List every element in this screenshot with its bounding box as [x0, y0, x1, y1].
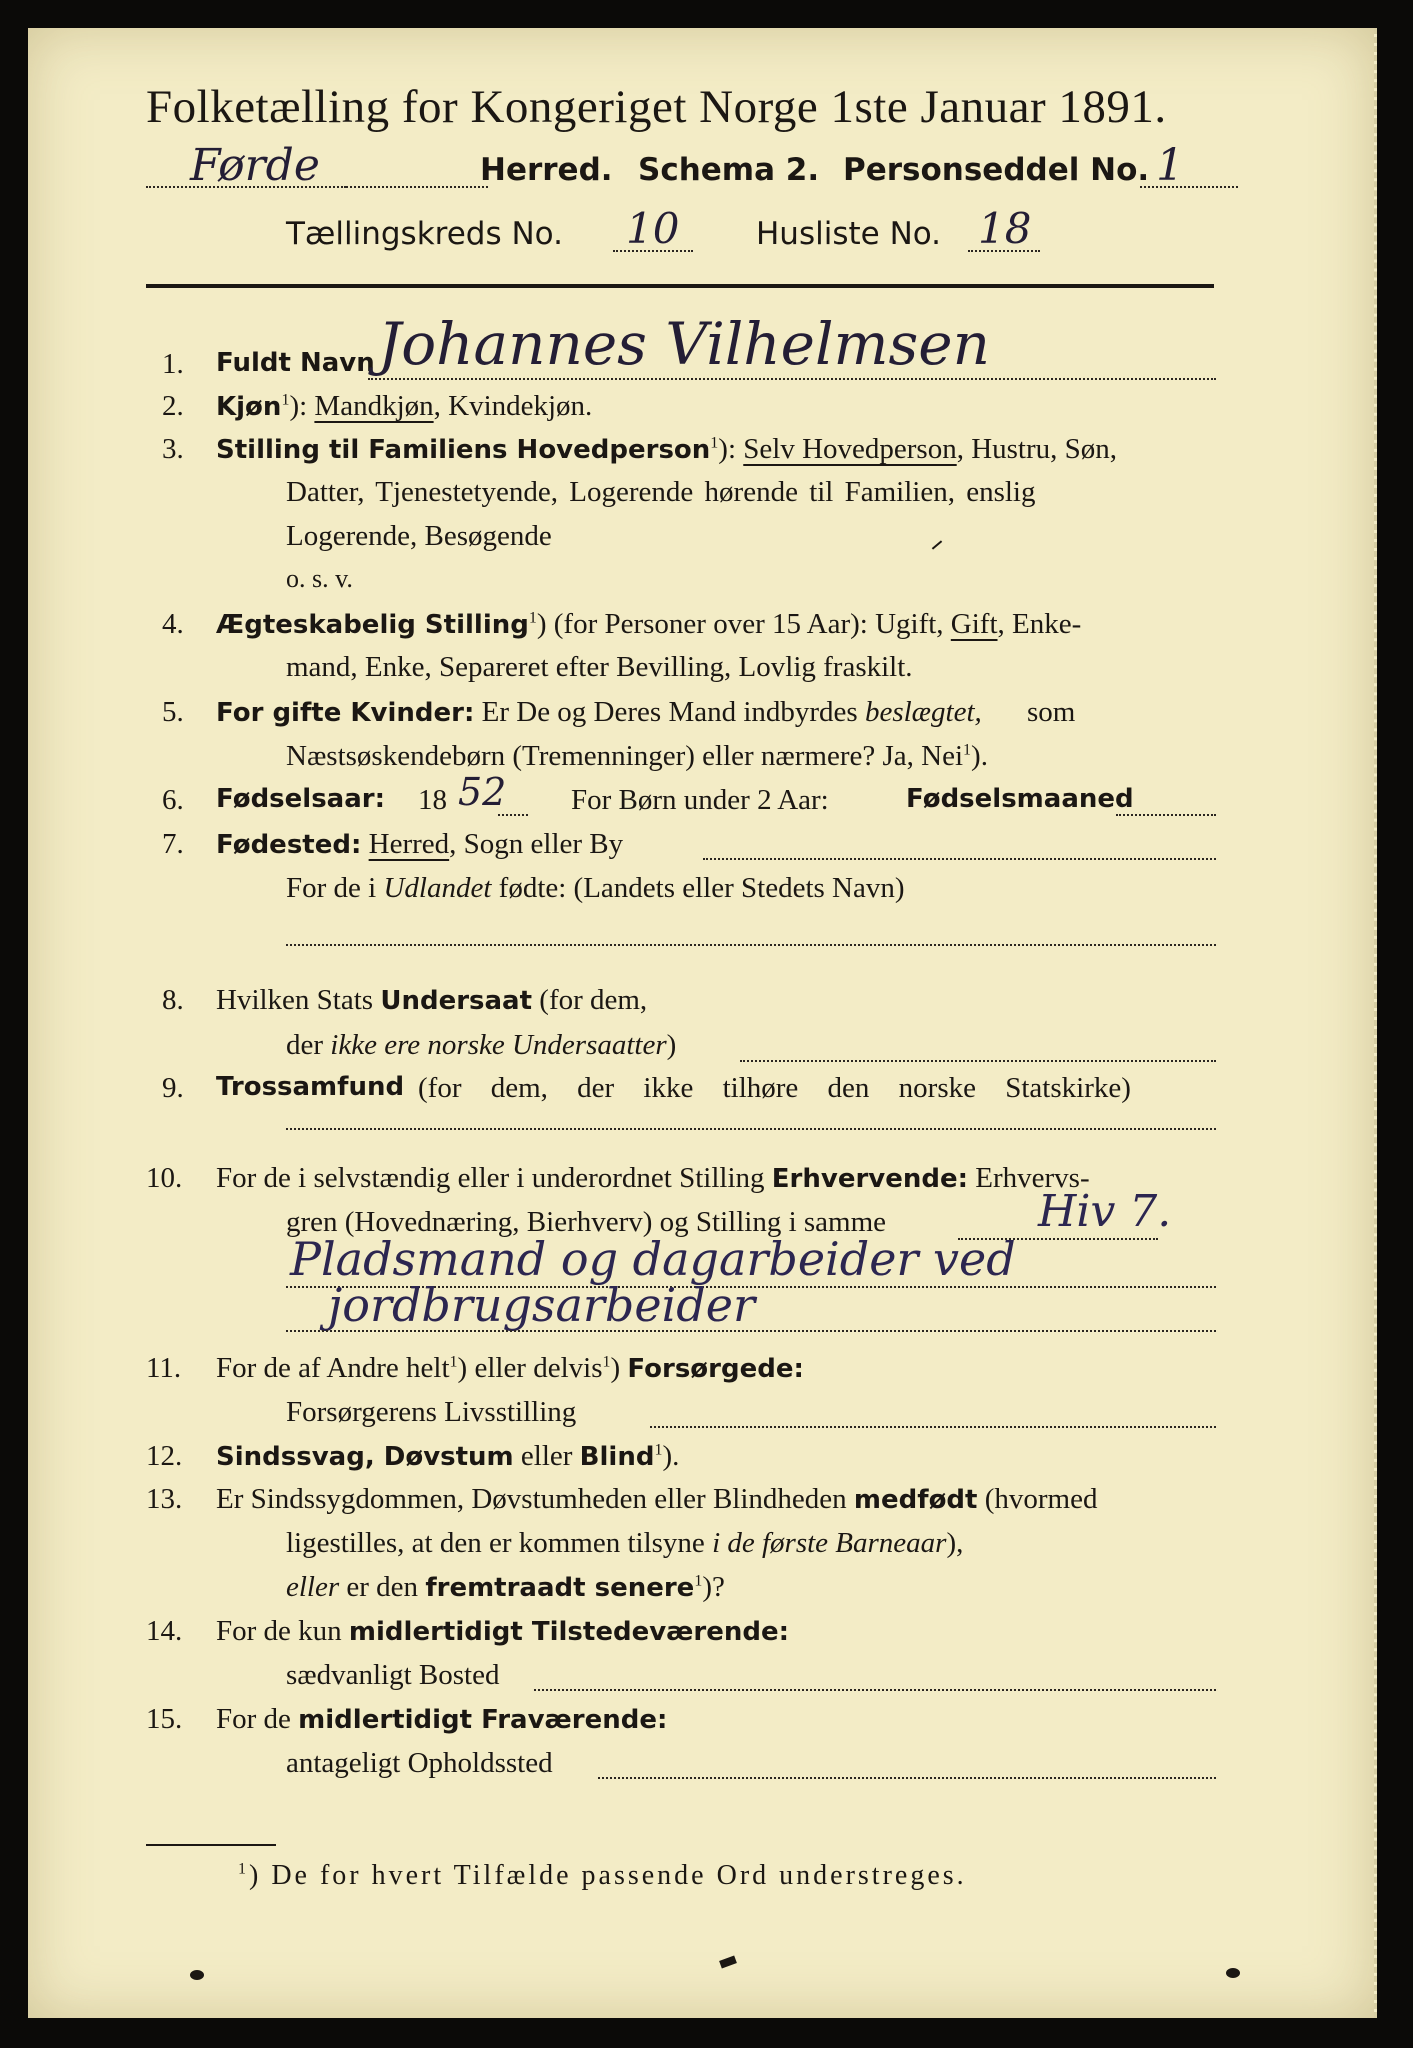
- q8-text1: Hvilken Stats: [216, 984, 374, 1016]
- q8-line2b: ): [666, 1029, 677, 1061]
- binding-mark-right: [1226, 1968, 1240, 1978]
- q13-line3a: er den: [346, 1571, 419, 1603]
- q14-dotline: [534, 1689, 1216, 1691]
- q13-number: 13.: [146, 1483, 183, 1515]
- q3-option-selv-hovedperson: Selv Hovedperson: [743, 433, 957, 465]
- q11-sup1: 1: [449, 1353, 458, 1371]
- q14-line2: sædvanligt Bosted: [286, 1659, 500, 1691]
- q6-text: For Børn under 2 Aar:: [571, 784, 829, 816]
- q2-number: 2.: [162, 390, 184, 422]
- q7-line2a: For de i: [286, 872, 377, 904]
- q8-text2: (for dem,: [539, 984, 648, 1016]
- herred-label: Herred.: [480, 152, 613, 188]
- q2-sep: ):: [289, 390, 308, 422]
- q7-rest: , Sogn eller By: [449, 828, 624, 860]
- q13-line2a: ligestilles, at den er kommen tilsyne: [286, 1527, 705, 1559]
- herred-value: Førde: [190, 140, 320, 191]
- q5-label: For gifte Kvinder:: [216, 698, 475, 728]
- q7-line2: [286, 872, 905, 905]
- q9-number: 9.: [162, 1072, 184, 1104]
- q13-line1: [216, 1483, 1097, 1516]
- q15-line2: antageligt Opholdssted: [286, 1747, 553, 1779]
- q11-number: 11.: [146, 1352, 182, 1384]
- q7-label: Fødested:: [216, 830, 362, 860]
- binding-mark-center: [719, 1956, 737, 1969]
- q12-label2: Blind: [579, 1442, 655, 1472]
- kreds-label: Tællingskreds No.: [286, 216, 563, 252]
- q10-answer2: Pladsmand og dagarbeider ved: [290, 1232, 1016, 1286]
- q10-line1: [216, 1162, 1090, 1195]
- q11-dotline: [650, 1426, 1216, 1428]
- q5-text2: som: [1027, 696, 1076, 728]
- q3-pen-mark: [932, 540, 942, 549]
- q13-line3end: )?: [702, 1571, 725, 1603]
- q5-end: ).: [971, 740, 988, 772]
- q15-label: midlertidigt Fraværende:: [298, 1705, 668, 1735]
- q4-text2: , Enke-: [997, 608, 1082, 640]
- q11-line1: [216, 1352, 804, 1385]
- q8-line1: [216, 984, 647, 1017]
- q6-year-value: 52: [458, 770, 507, 814]
- q7-line2em: Udlandet: [383, 872, 492, 904]
- personseddel-value: 1: [1156, 140, 1184, 191]
- q11-sup2: 1: [602, 1353, 611, 1371]
- q3-sep: ):: [718, 433, 737, 465]
- q7-dotline: [703, 858, 1216, 860]
- q7-dotline-2: [286, 944, 1216, 946]
- q6-label2: Fødselsmaaned: [906, 784, 1134, 814]
- q15-text: For de: [216, 1703, 291, 1735]
- personseddel-dotline: [1140, 186, 1238, 188]
- q10-dotline-3: [286, 1330, 1216, 1332]
- q10-number: 10.: [146, 1162, 183, 1194]
- q5-number: 5.: [162, 696, 184, 728]
- q2-option-mandkjon: Mandkjøn: [314, 390, 434, 422]
- q2-rest: , Kvindekjøn.: [433, 390, 593, 422]
- q9-label: Trossamfund: [216, 1072, 405, 1102]
- q10-text1: For de i selvstændig eller i underordnet Stilling: [216, 1162, 765, 1194]
- schema-label: Schema 2.: [638, 152, 820, 188]
- q11-line2: Forsørgerens Livsstilling: [286, 1396, 577, 1428]
- q13-text1: Er Sindssygdommen, Døvstumheden eller Blindheden: [216, 1483, 847, 1515]
- q8-line2em: ikke ere norske Undersaatter: [330, 1029, 667, 1061]
- q9-dotline: [286, 1128, 1216, 1130]
- q15-dotline: [598, 1777, 1216, 1779]
- q4-sup: 1: [528, 609, 537, 627]
- herred-dotline-2: [346, 186, 488, 188]
- q3-label: Stilling til Familiens Hovedperson: [216, 435, 711, 465]
- q10-answer1: Hiv 7.: [1038, 1186, 1172, 1237]
- q1-dotline: [368, 378, 1216, 380]
- q2-line: [216, 390, 592, 423]
- q10-text2: Erhvervs-: [975, 1162, 1090, 1194]
- q13-text2: (hvormed: [984, 1483, 1098, 1515]
- q14-label: midlertidigt Tilstedeværende:: [348, 1617, 790, 1647]
- footnote-sup: 1: [238, 1860, 249, 1878]
- q4-line1: [216, 608, 1081, 641]
- kreds-value: 10: [626, 204, 680, 253]
- q13-line2b: ),: [946, 1527, 964, 1559]
- q1-number: 1.: [162, 348, 184, 380]
- q8-label: Undersaat: [380, 986, 533, 1016]
- form-title: Folketælling for Kongeriget Norge 1ste Januar 1891.: [146, 81, 1167, 133]
- q13-line2: [286, 1527, 963, 1560]
- q3-number: 3.: [162, 433, 184, 465]
- q7-line1: [216, 828, 623, 861]
- q13-line3label: fremtraadt senere: [425, 1573, 695, 1603]
- q13-line3: [286, 1571, 725, 1604]
- q5-text1: Er De og Deres Mand indbyrdes: [481, 696, 858, 728]
- q12-line1: [216, 1440, 679, 1473]
- husliste-dotline: [968, 250, 1040, 252]
- q13-line2em: i de første Barneaar: [712, 1527, 947, 1559]
- q14-text: For de kun: [216, 1615, 342, 1647]
- header-rule: [146, 284, 1214, 288]
- q5-sup: 1: [963, 741, 972, 759]
- q14-number: 14.: [146, 1615, 183, 1647]
- q3-line1: [216, 433, 1117, 466]
- q4-label: Ægteskabelig Stilling: [216, 610, 529, 640]
- q3-sup: 1: [710, 434, 719, 452]
- q1-answer-name: Johannes Vilhelmsen: [378, 310, 990, 378]
- q7-line2b: fødte: (Landets eller Stedets Navn): [498, 872, 905, 904]
- q1-label: Fuldt Navn: [216, 348, 375, 378]
- q8-line2: [286, 1029, 676, 1062]
- q12-label: Sindssvag, Døvstum: [216, 1442, 514, 1472]
- q14-line1: [216, 1615, 789, 1648]
- footnote: [238, 1860, 967, 1892]
- q13-sup: 1: [694, 1572, 703, 1590]
- q8-dotline: [740, 1060, 1216, 1062]
- q13-line3em: eller: [286, 1571, 340, 1603]
- q11-text3: ): [610, 1352, 621, 1384]
- q8-number: 8.: [162, 984, 184, 1016]
- personseddel-label: Personseddel No.: [843, 152, 1150, 188]
- q15-number: 15.: [146, 1703, 183, 1735]
- q2-sup: 1: [281, 391, 290, 409]
- q4-option-gift: Gift: [950, 608, 998, 640]
- husliste-value: 18: [978, 204, 1032, 253]
- q6-dotline-2: [1116, 814, 1216, 816]
- binding-mark-left: [190, 1970, 204, 1980]
- q10-label: Erhvervende:: [771, 1164, 969, 1194]
- q7-number: 7.: [162, 828, 184, 860]
- q7-option-herred: Herred: [368, 828, 450, 860]
- q6-number: 6.: [162, 784, 184, 816]
- q9-text: (for dem, der ikke tilhøre den norske Statskirke): [418, 1072, 1131, 1104]
- q3-line4: o. s. v.: [286, 564, 353, 593]
- footnote-rule: [146, 1844, 276, 1846]
- q2-label: Kjøn: [216, 392, 282, 422]
- q5-line1: [216, 696, 1075, 729]
- q5-line2-text: Næstsøskendebørn (Tremenninger) eller nærmere? Ja, Nei: [286, 740, 964, 772]
- q3-line2: Datter, Tjenestetyende, Logerende hørende til Familien, enslig: [286, 476, 1036, 508]
- q3-line3: Logerende, Besøgende: [286, 520, 552, 552]
- q5-line2: [286, 740, 988, 773]
- q12-number: 12.: [146, 1440, 183, 1472]
- q8-line2a: der: [286, 1029, 324, 1061]
- q11-label: Forsørgede:: [627, 1354, 804, 1384]
- q15-line1: [216, 1703, 667, 1736]
- q5-em: beslægtet,: [864, 696, 982, 728]
- q11-text1: For de af Andre helt: [216, 1352, 450, 1384]
- q12-end: ).: [662, 1440, 680, 1472]
- q6-label: Fødselsaar:: [216, 784, 385, 814]
- q12-text: eller: [520, 1440, 573, 1472]
- q6-dotline: [498, 814, 528, 816]
- kreds-dotline: [613, 250, 693, 252]
- husliste-label: Husliste No.: [756, 216, 942, 252]
- q13-label: medfødt: [853, 1485, 978, 1515]
- q3-rest: , Hustru, Søn,: [956, 433, 1118, 465]
- q12-sup: 1: [654, 1441, 663, 1459]
- q6-prefix: 18: [418, 784, 447, 816]
- q4-number: 4.: [162, 608, 184, 640]
- q11-text2: ) eller delvis: [457, 1352, 603, 1384]
- q10-line2: gren (Hovednæring, Bierhverv) og Stilling i samme: [286, 1206, 887, 1238]
- footnote-text: ) De for hvert Tilfælde passende Ord understreges.: [249, 1860, 967, 1891]
- q4-text1: ) (for Personer over 15 Aar): Ugift,: [536, 608, 944, 640]
- q10-answer3: jordbrugsarbeider: [328, 1278, 755, 1332]
- census-form-paper: [28, 28, 1377, 2018]
- q4-line2: mand, Enke, Separeret efter Bevilling, Lovlig fraskilt.: [286, 651, 913, 683]
